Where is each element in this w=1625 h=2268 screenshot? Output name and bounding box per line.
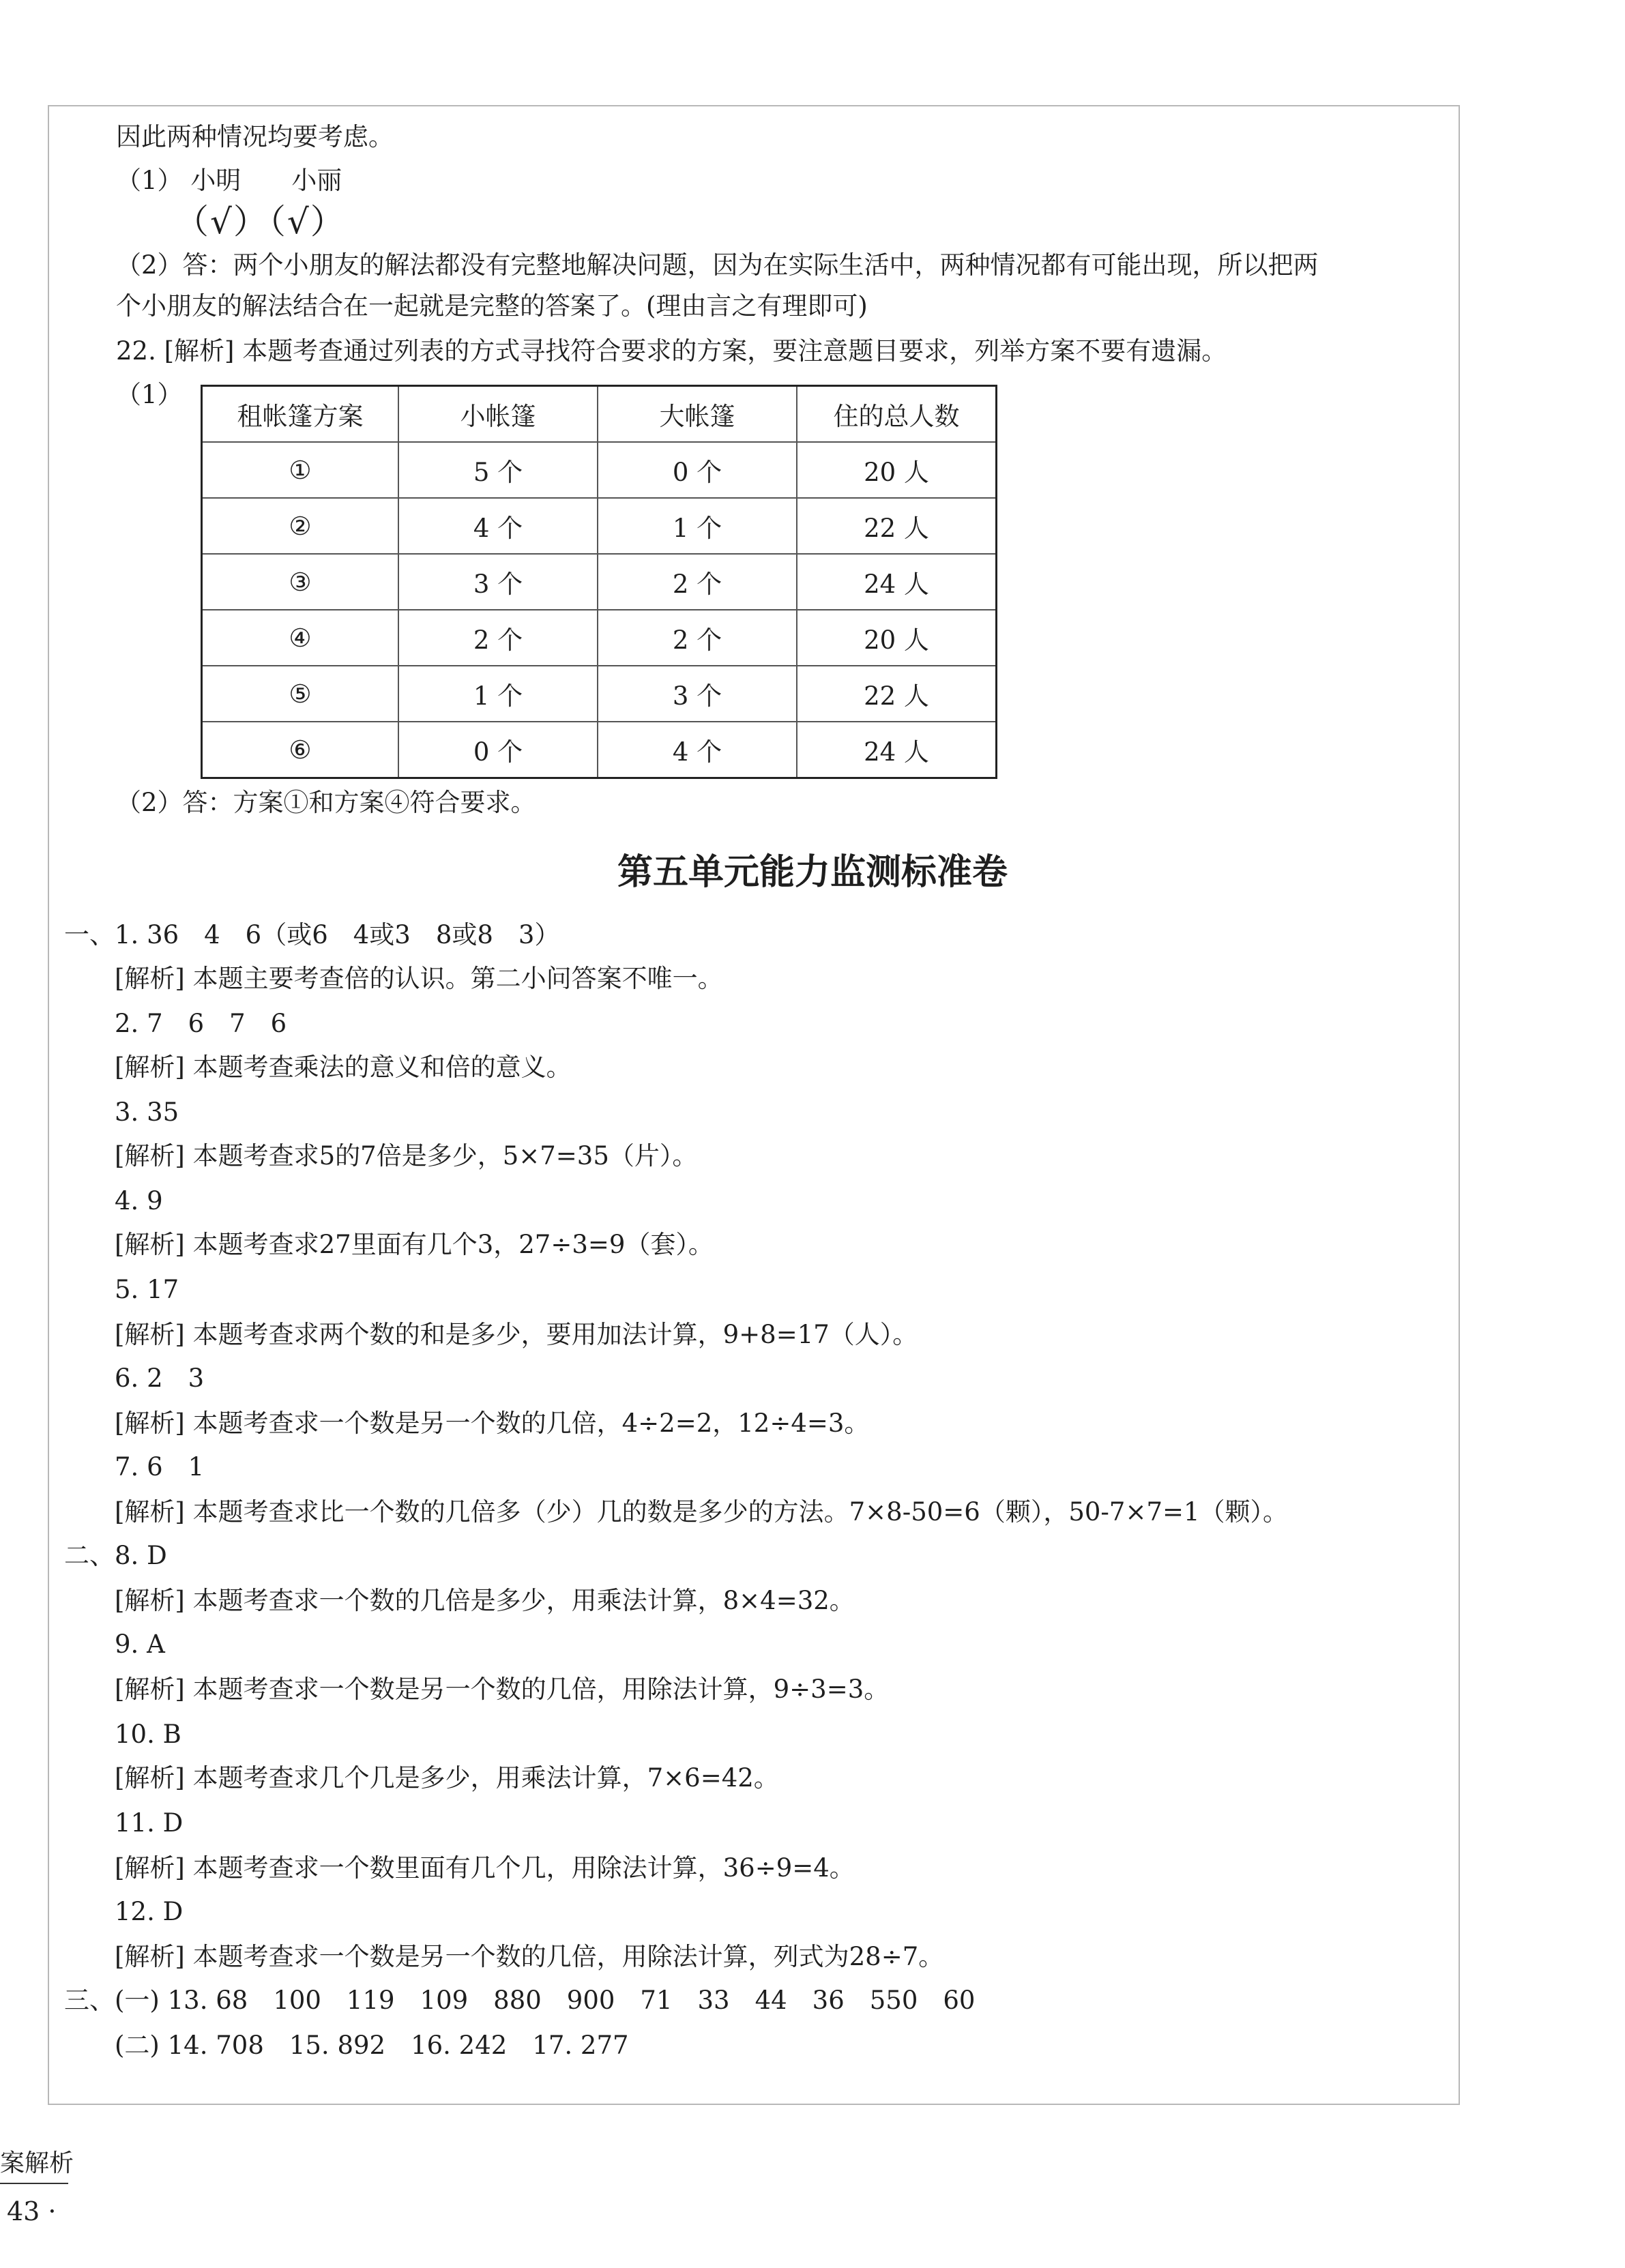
answer-line: 一、1. 36 4 6（或6 4或3 8或8 3） <box>64 920 560 949</box>
table-cell: 2 个 <box>598 554 797 610</box>
analysis-line: [解析] 本题考查求两个数的和是多少，要用加法计算，9+8=17（人）。 <box>115 1320 918 1349</box>
tent-plan-table <box>201 385 997 779</box>
answer-line: 2. 7 6 7 6 <box>115 1009 287 1038</box>
table-cell: 1 个 <box>398 666 598 722</box>
table-cell: 3 个 <box>398 554 598 610</box>
table-cell: 1 个 <box>598 498 797 554</box>
analysis-line: [解析] 本题考查求27里面有几个3，27÷3=9（套）。 <box>115 1230 714 1259</box>
analysis-line: [解析] 本题考查求一个数是另一个数的几倍，4÷2=2，12÷4=3。 <box>115 1409 870 1438</box>
table-row <box>202 442 997 498</box>
footer-rule <box>0 2183 68 2184</box>
answer-line: 3. 35 <box>115 1098 179 1127</box>
check-marks: （√）（√） <box>175 202 346 241</box>
answer-line: 9. A <box>115 1630 165 1659</box>
analysis-line: [解析] 本题考查求几个几是多少，用乘法计算，7×6=42。 <box>115 1763 779 1793</box>
table-cell: 22 人 <box>797 498 997 554</box>
analysis-line: [解析] 本题考查求一个数是另一个数的几倍，用除法计算，列式为28÷7。 <box>115 1942 944 1971</box>
table-cell: 2 个 <box>398 610 598 666</box>
answer-line: 5. 17 <box>115 1275 179 1304</box>
analysis-line: [解析] 本题考查求一个数里面有几个几，用除法计算，36÷9=4。 <box>115 1853 855 1883</box>
text-line: 22. [解析] 本题考查通过列表的方式寻找符合要求的方案，要注意题目要求，列举方案不要有遗漏。 <box>116 336 1227 366</box>
answer-line: 10. B <box>115 1720 181 1749</box>
table-cell: 20 人 <box>797 442 997 498</box>
table-header-cell: 小帐篷 <box>398 386 598 443</box>
table-row <box>202 722 997 778</box>
table-cell: ① <box>202 442 399 498</box>
table-cell: 22 人 <box>797 666 997 722</box>
table-header-row <box>202 386 997 443</box>
answer-line: 二、8. D <box>64 1541 167 1570</box>
answer-line: 11. D <box>115 1808 184 1838</box>
table-row <box>202 610 997 666</box>
table-cell: 4 个 <box>398 498 598 554</box>
analysis-line: [解析] 本题考查求比一个数的几倍多（少）几的数是多少的方法。7×8-50=6（颗），50-7×7=1（颗）。 <box>115 1497 1289 1527</box>
text-line: 个小朋友的解法结合在一起就是完整的答案了。(理由言之有理即可) <box>116 291 868 321</box>
footer-section-label: 案解析 <box>0 2149 74 2177</box>
text-line: （2）答：两个小朋友的解法都没有完整地解决问题，因为在实际生活中，两种情况都有可能出现，所以把两 <box>116 250 1319 280</box>
table-cell: 24 人 <box>797 554 997 610</box>
analysis-line: [解析] 本题考查求一个数是另一个数的几倍，用除法计算，9÷3=3。 <box>115 1675 890 1704</box>
answer-line: 三、(一) 13. 68 100 119 109 880 900 71 33 44 36 550 60 <box>64 1986 976 2015</box>
table-row <box>202 554 997 610</box>
table-cell: ② <box>202 498 399 554</box>
answer-line: 4. 9 <box>115 1186 163 1216</box>
analysis-line: [解析] 本题主要考查倍的认识。第二小问答案不唯一。 <box>115 964 723 993</box>
page-number: 43 · <box>7 2196 57 2226</box>
table-cell: ③ <box>202 554 399 610</box>
table-row <box>202 666 997 722</box>
analysis-line: [解析] 本题考查求一个数的几倍是多少，用乘法计算，8×4=32。 <box>115 1586 855 1615</box>
table-cell: ⑥ <box>202 722 399 778</box>
table-cell: ④ <box>202 610 399 666</box>
table-header-cell: 租帐篷方案 <box>202 386 399 443</box>
unit-title: 第五单元能力监测标准卷 <box>617 852 1008 893</box>
text-line: 因此两种情况均要考虑。 <box>116 122 394 151</box>
answer-line: 6. 2 3 <box>115 1364 205 1393</box>
answer-line: 12. D <box>115 1897 184 1926</box>
table-header-cell: 大帐篷 <box>598 386 797 443</box>
text-line: （1） 小明 小丽 <box>116 166 342 195</box>
table-cell: 4 个 <box>598 722 797 778</box>
table-row <box>202 498 997 554</box>
table-cell: ⑤ <box>202 666 399 722</box>
answer-line: 7. 6 1 <box>115 1452 205 1482</box>
part-label: （1） <box>116 380 183 409</box>
answer-line: (二) 14. 708 15. 892 16. 242 17. 277 <box>115 2031 629 2060</box>
table-cell: 20 人 <box>797 610 997 666</box>
table-header-cell: 住的总人数 <box>797 386 997 443</box>
table-cell: 0 个 <box>398 722 598 778</box>
analysis-line: [解析] 本题考查求5的7倍是多少，5×7=35（片）。 <box>115 1141 698 1170</box>
table-cell: 0 个 <box>598 442 797 498</box>
table-cell: 24 人 <box>797 722 997 778</box>
text-line: （2）答：方案①和方案④符合要求。 <box>116 788 536 817</box>
table-cell: 5 个 <box>398 442 598 498</box>
table-cell: 2 个 <box>598 610 797 666</box>
analysis-line: [解析] 本题考查乘法的意义和倍的意义。 <box>115 1052 572 1082</box>
table-cell: 3 个 <box>598 666 797 722</box>
